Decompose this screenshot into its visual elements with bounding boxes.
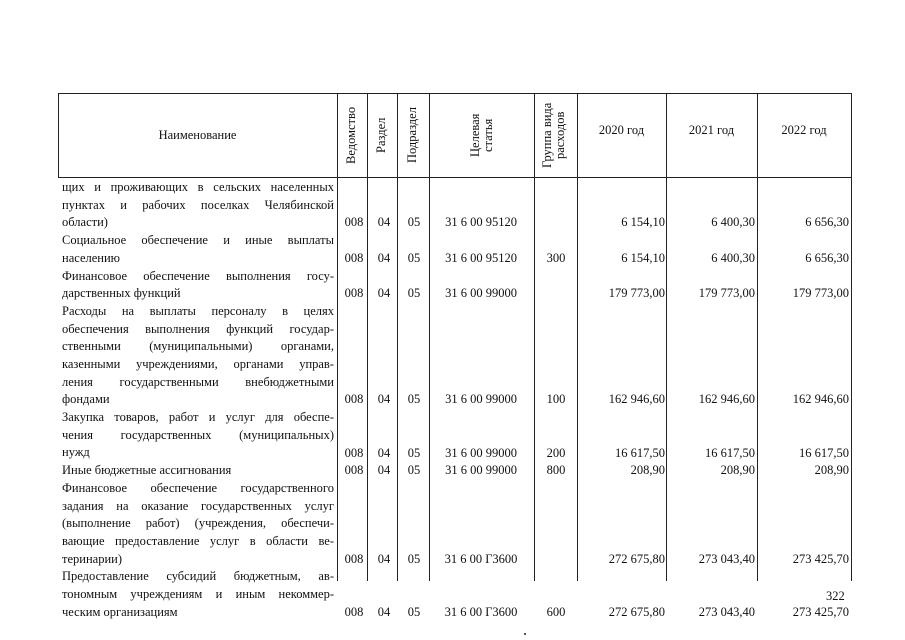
header-bottom-border: [58, 177, 851, 178]
cell-v2022: 162 946,60: [792, 392, 849, 407]
row-name-line: щих и проживающих в сельских населенных: [62, 180, 334, 194]
cell-vr: 600: [546, 604, 566, 619]
row-name-line: области): [62, 215, 108, 230]
row-name-line: Социальное обеспечение и иные выплаты: [62, 233, 334, 248]
row-name-line: пунктах и рабочих поселках Челябинской: [62, 197, 334, 212]
cell-v2021: 16 617,50: [705, 445, 755, 460]
cell-v2020: 16 617,50: [615, 445, 665, 460]
cell-razd: 04: [377, 551, 391, 566]
cell-v2020: 6 154,10: [621, 250, 665, 265]
cell-v2020: 272 675,80: [608, 551, 665, 566]
col-border-cs: [534, 93, 535, 581]
row-name: [62, 462, 334, 480]
cell-v2020: 208,90: [630, 463, 665, 478]
header-2021: 2021 год: [688, 123, 735, 137]
cell-v2020: 272 675,80: [608, 604, 665, 619]
scan-speck: [524, 633, 526, 635]
cell-v2022: 6 656,30: [805, 215, 849, 230]
cell-cs: 31 6 00 Г3600: [444, 551, 518, 566]
cell-v2020: 179 773,00: [608, 286, 665, 301]
row-name-line: Закупка товаров, работ и услуг для обеспе-: [62, 410, 334, 425]
col-border-razd: [397, 93, 398, 581]
col-border-vr: [577, 93, 578, 581]
cell-ved: 008: [344, 604, 364, 619]
row-name: [62, 409, 334, 462]
header-vedomstvo: Ведомство: [344, 106, 358, 164]
row-name: [62, 303, 334, 409]
row-name-line: Иные бюджетные ассигнования: [62, 463, 232, 478]
col-border-name: [337, 93, 338, 581]
cell-v2021: 6 400,30: [711, 215, 755, 230]
row-name-line: чения государственных (муниципальных): [62, 427, 334, 442]
cell-ved: 008: [344, 445, 364, 460]
cell-v2021: 273 043,40: [698, 551, 755, 566]
row-name-line: задания на оказание государственных услуг: [62, 498, 334, 513]
row-name-line: ческим организациям: [62, 604, 178, 619]
row-name-line: обеспечения выполнения функций государ-: [62, 321, 334, 336]
cell-podr: 05: [407, 286, 421, 301]
row-name-line: казенными учреждениями, органами управ-: [62, 356, 334, 371]
row-name-line: населению: [62, 250, 120, 265]
header-gruppa: Группа вида расходов: [540, 102, 567, 168]
cell-razd: 04: [377, 463, 391, 478]
row-name-line: Предоставление субсидий бюджетным, ав-: [62, 569, 334, 584]
cell-podr: 05: [407, 551, 421, 566]
cell-ved: 008: [344, 551, 364, 566]
col-border-right: [851, 93, 852, 581]
row-name-line: Расходы на выплаты персоналу в целях: [62, 303, 334, 318]
cell-podr: 05: [407, 215, 421, 230]
row-name-line: тономным учреждениям и иным некоммер-: [62, 587, 334, 602]
cell-v2021: 162 946,60: [698, 392, 755, 407]
cell-razd: 04: [377, 250, 391, 265]
cell-podr: 05: [407, 445, 421, 460]
cell-cs: 31 6 00 99000: [445, 463, 517, 478]
cell-v2021: 6 400,30: [711, 250, 755, 265]
cell-v2021: 273 043,40: [698, 604, 755, 619]
cell-razd: 04: [377, 392, 391, 407]
row-name-line: теринарии): [62, 551, 122, 566]
col-border-2021: [757, 93, 758, 581]
row-name: [62, 268, 334, 303]
cell-razd: 04: [377, 445, 391, 460]
row-name-line: вающие предоставление услуг в области ве-: [62, 533, 334, 548]
cell-cs: 31 6 00 99000: [445, 445, 517, 460]
header-name: Наименование: [158, 128, 237, 142]
cell-podr: 05: [407, 392, 421, 407]
header-razdel: Раздел: [374, 117, 388, 153]
row-name-line: дарственных функций: [62, 286, 181, 301]
cell-podr: 05: [407, 604, 421, 619]
cell-razd: 04: [377, 215, 391, 230]
cell-ved: 008: [344, 463, 364, 478]
col-border-2020: [666, 93, 667, 581]
row-name-line: нужд: [62, 445, 90, 460]
page-number: 322: [826, 589, 845, 603]
cell-v2020: 6 154,10: [621, 215, 665, 230]
header-2022: 2022 год: [781, 123, 827, 137]
row-name-line: Финансовое обеспечение государственного: [62, 480, 334, 495]
row-name-line: (выполнение работ) (учреждения, обеспечи-: [62, 516, 334, 531]
row-name-line: Финансовое обеспечение выполнения госу-: [62, 268, 334, 283]
cell-v2022: 179 773,00: [792, 286, 849, 301]
row-name-line: ления государственными внебюджетными: [62, 374, 334, 389]
header-2020: 2020 год: [598, 123, 645, 137]
col-border-ved: [367, 93, 368, 581]
cell-podr: 05: [407, 463, 421, 478]
cell-ved: 008: [344, 215, 364, 230]
cell-cs: 31 6 00 95120: [445, 250, 517, 265]
cell-v2022: 6 656,30: [805, 250, 849, 265]
header-tselevaya: Целевая статья: [468, 113, 495, 157]
cell-v2021: 208,90: [720, 463, 755, 478]
row-name-line: ственными (муниципальными) органами,: [62, 339, 334, 354]
cell-cs: 31 6 00 Г3600: [444, 604, 518, 619]
row-name: [62, 568, 334, 621]
cell-v2022: 16 617,50: [799, 445, 849, 460]
cell-cs: 31 6 00 99000: [445, 392, 517, 407]
cell-vr: 200: [546, 445, 566, 460]
cell-v2022: 208,90: [814, 463, 849, 478]
row-name: [62, 179, 334, 232]
table-top-border: [58, 93, 851, 94]
cell-v2022: 273 425,70: [792, 604, 849, 619]
cell-ved: 008: [344, 392, 364, 407]
row-name-line: фондами: [62, 392, 110, 407]
cell-ved: 008: [344, 286, 364, 301]
row-name: [62, 480, 334, 568]
cell-v2022: 273 425,70: [792, 551, 849, 566]
cell-razd: 04: [377, 604, 391, 619]
cell-cs: 31 6 00 99000: [445, 286, 517, 301]
col-border-podr: [429, 93, 430, 581]
cell-vr: 800: [546, 463, 566, 478]
cell-razd: 04: [377, 286, 391, 301]
cell-cs: 31 6 00 95120: [445, 215, 517, 230]
cell-ved: 008: [344, 250, 364, 265]
row-name: [62, 232, 334, 267]
cell-podr: 05: [407, 250, 421, 265]
cell-v2020: 162 946,60: [608, 392, 665, 407]
cell-v2021: 179 773,00: [698, 286, 755, 301]
cell-vr: 100: [546, 392, 566, 407]
cell-vr: 300: [546, 250, 566, 265]
header-podrazdel: Подраздел: [405, 107, 419, 163]
